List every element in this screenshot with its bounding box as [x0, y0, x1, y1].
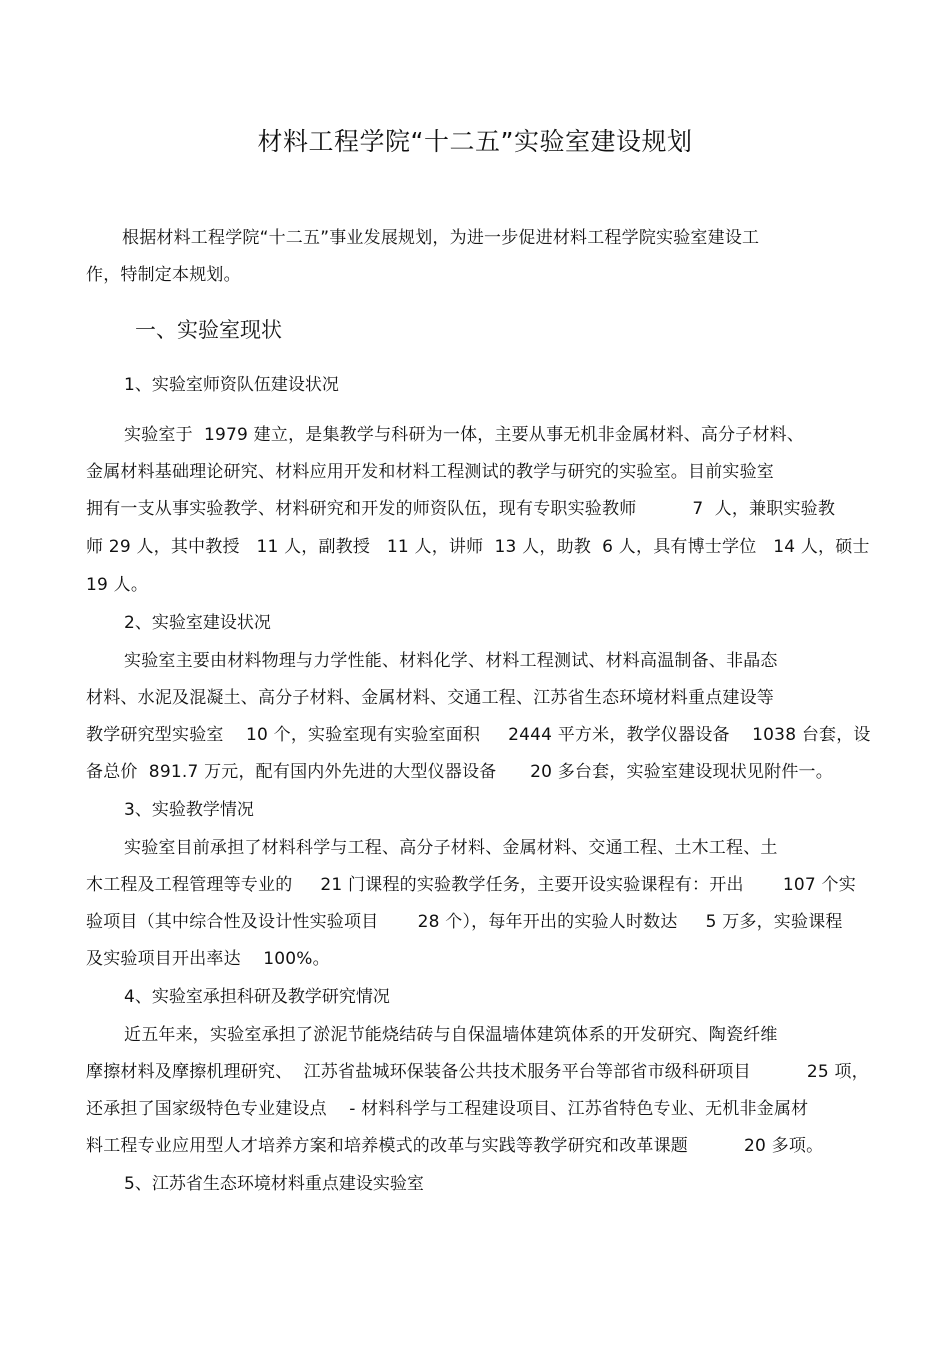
paragraph-line: 实验室于 1979 建立，是集教学与科研为一体，主要从事无机非金属材料、高分子材料、: [124, 425, 805, 445]
subsection-heading: 4、实验室承担科研及教学研究情况: [124, 987, 390, 1007]
paragraph-line: 拥有一支从事实验教学、材料研究和开发的师资队伍，现有专职实验教师 7 人，兼职实验教: [86, 499, 836, 519]
paragraph-line: 近五年来，实验室承担了淤泥节能烧结砖与自保温墙体建筑体系的开发研究、陶瓷纤维: [124, 1025, 778, 1045]
subsection-heading: 1、实验室师资队伍建设状况: [124, 375, 339, 395]
intro-line: 作，特制定本规划。: [86, 265, 241, 285]
paragraph-line: 料工程专业应用型人才培养方案和培养模式的改革与实践等教学研究和改革课题 20 多项。: [86, 1136, 824, 1156]
subsection-heading: 5、江苏省生态环境材料重点建设实验室: [124, 1174, 424, 1194]
paragraph-line: 19 人。: [86, 575, 149, 595]
paragraph-line: 材料、水泥及混凝土、高分子材料、金属材料、交通工程、江苏省生态环境材料重点建设等: [86, 688, 774, 708]
paragraph-line: 实验室目前承担了材料科学与工程、高分子材料、金属材料、交通工程、土木工程、土: [124, 838, 778, 858]
paragraph-line: 验项目（其中综合性及设计性实验项目 28 个），每年开出的实验人时数达 5 万多，实验课程: [86, 912, 843, 932]
paragraph-line: 摩擦材料及摩擦机理研究、 江苏省盐城环保装备公共技术服务平台等部省市级科研项目 25 项，: [86, 1062, 869, 1082]
paragraph-line: 师 29 人，其中教授 11 人，副教授 11 人，讲师 13 人，助教 6 人，具有博士学位 14 人，硕士: [86, 537, 870, 557]
paragraph-line: 教学研究型实验室 10 个，实验室现有实验室面积 2444 平方米，教学仪器设备 1038 台套，设: [86, 725, 871, 745]
document-title: 材料工程学院“十二五”实验室建设规划: [257, 127, 693, 156]
subsection-heading: 3、实验教学情况: [124, 800, 254, 820]
paragraph-line: 及实验项目开出率达 100%。: [86, 949, 330, 969]
paragraph-line: 备总价 891.7 万元，配有国内外先进的大型仪器设备 20 多台套，实验室建设现状见附件一。: [86, 762, 833, 782]
paragraph-line: 金属材料基础理论研究、材料应用开发和材料工程测试的教学与研究的实验室。目前实验室: [86, 462, 774, 482]
paragraph-line: 实验室主要由材料物理与力学性能、材料化学、材料工程测试、材料高温制备、非晶态: [124, 651, 778, 671]
intro-line: 根据材料工程学院“十二五”事业发展规划，为进一步促进材料工程学院实验室建设工: [122, 228, 760, 248]
paragraph-line: 木工程及工程管理等专业的 21 门课程的实验教学任务，主要开设实验课程有：开出 107 个实: [86, 875, 856, 895]
paragraph-line: 还承担了国家级特色专业建设点 - 材料科学与工程建设项目、江苏省特色专业、无机非金属材: [86, 1099, 809, 1119]
section-heading: 一、实验室现状: [135, 318, 282, 342]
subsection-heading: 2、实验室建设状况: [124, 613, 271, 633]
